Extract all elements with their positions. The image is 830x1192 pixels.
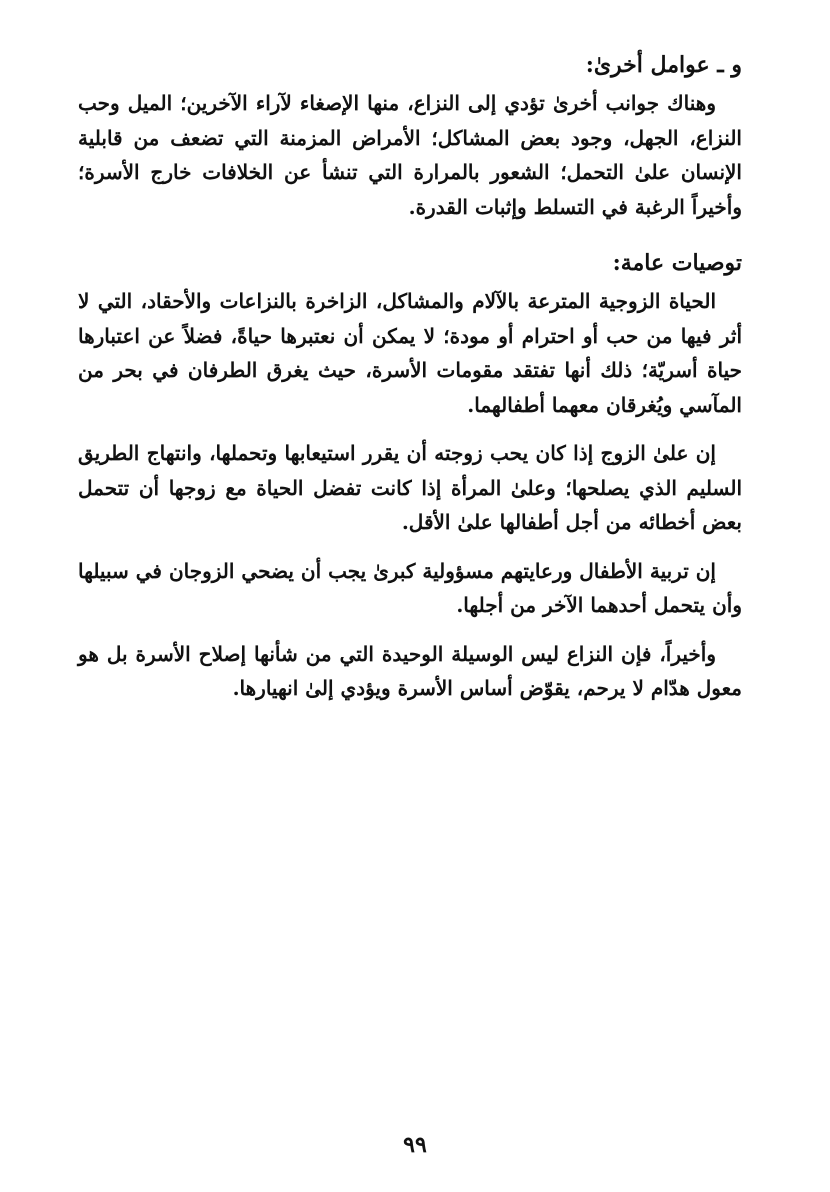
- paragraph-other-factors: وهناك جوانب أخرىٰ تؤدي إلى النزاع، منها الإصغاء لآراء الآخرين؛ الميل وحب النزاع، الجهل، وجود بعض المشاكل؛ الأمراض المزمنة التي تضعف من قابلية الإنسان علىٰ التحمل؛ الشعور بالمرارة التي تنشأ عن الخلافات خارج الأسرة؛ وأخيراً الرغبة في التسلط وإثبات القدرة.: [78, 91, 742, 219]
- section-heading-other-factors: و ـ عوامل أخرىٰ:: [585, 52, 742, 78]
- paragraph-recommendation-3: إن تربية الأطفال ورعايتهم مسؤولية كبرىٰ يجب أن يضحي الزوجان في سبيلها وأن يتحمل أحدهما الآخر من أجلها.: [78, 558, 742, 617]
- paragraph-recommendation-1: الحياة الزوجية المترعة بالآلام والمشاكل، الزاخرة بالنزاعات والأحقاد، التي لا أثر فيها من حب أو احترام أو مودة؛ لا يمكن أن نعتبرها حياةً، فضلاً عن اعتبارها حياة أسريّة؛ ذلك أنها تفتقد مقومات الأسرة، حيث يغرق الطرفان في بحر من المآسي ويُغرقان معهما أطفالهما.: [78, 289, 742, 417]
- page-content: [78, 48, 742, 720]
- paragraph-recommendation-4: وأخيراً، فإن النزاع ليس الوسيلة الوحيدة التي من شأنها إصلاح الأسرة بل هو معول هدّام لا يرحم، يقوّض أساس الأسرة ويؤدي إلىٰ انهيارها.: [78, 641, 742, 700]
- paragraph-recommendation-2: إن علىٰ الزوج إذا كان يحب زوجته أن يقرر استيعابها وتحملها، وانتهاج الطريق السليم الذي يصلحها؛ وعلىٰ المرأة إذا كانت تفضل الحياة مع زوجها أن تتحمل بعض أخطائه من أجل أطفالها علىٰ الأقل.: [78, 441, 742, 534]
- section-heading-general-recommendations: توصيات عامة:: [612, 250, 742, 276]
- page-number: ٩٩: [403, 1132, 427, 1158]
